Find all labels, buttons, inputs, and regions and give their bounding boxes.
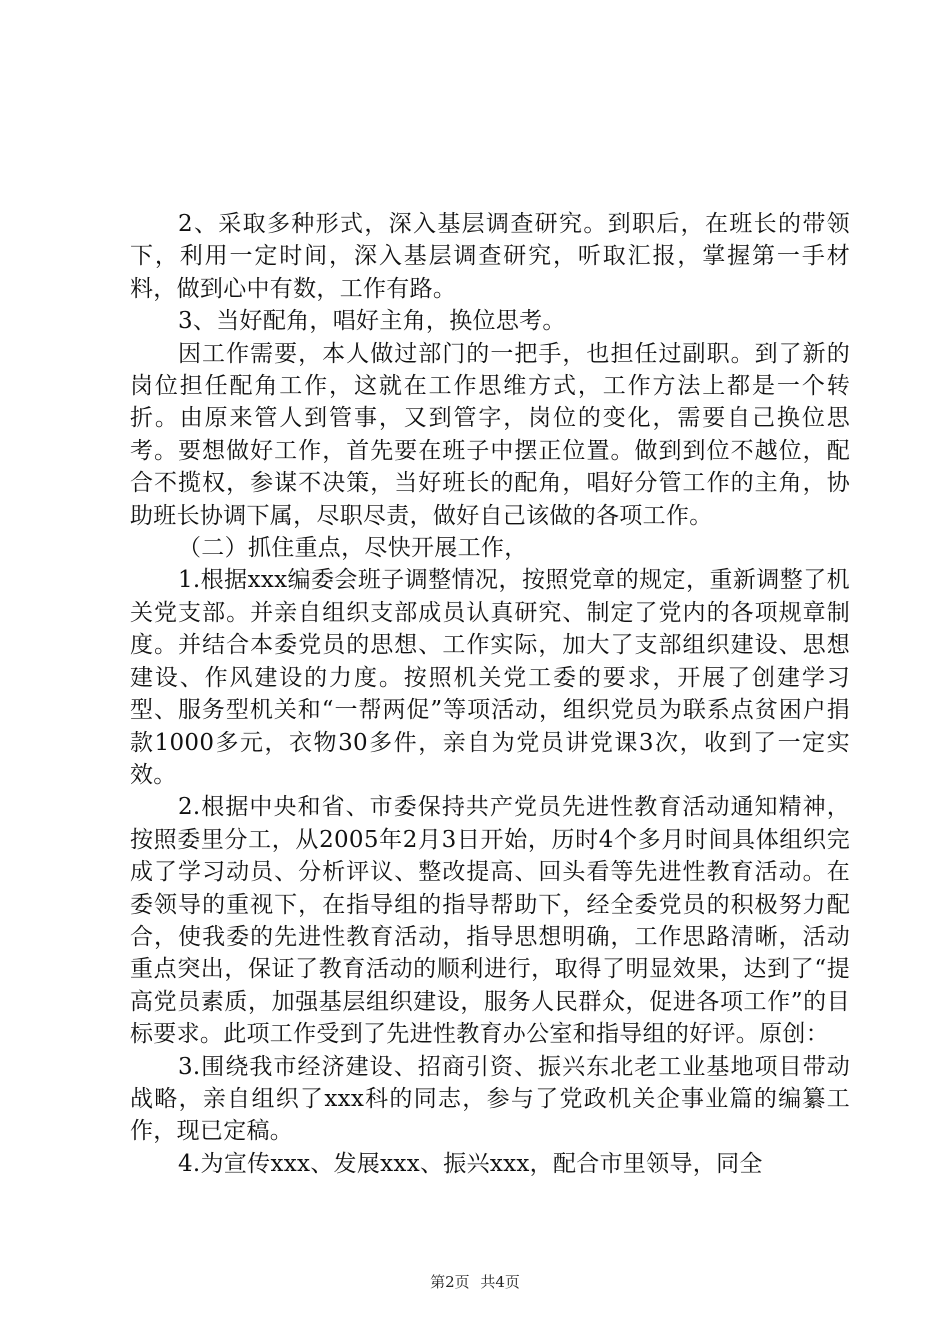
page-total: 共4页 — [480, 1273, 520, 1291]
paragraph-item-3: 3.围绕我市经济建设、招商引资、振兴东北老工业基地项目带动战略，亲自组织了xxx科的同志，参与了党政机关企事业篇的编纂工作，现已定稿。 — [130, 1053, 850, 1145]
section-heading-2: （二）抓住重点，尽快开展工作， — [178, 535, 528, 562]
paragraph-item-4: 4.为宣传xxx、发展xxx、振兴xxx，配合市里领导，同全 — [178, 1150, 763, 1177]
page-number: 第2页 — [430, 1273, 470, 1291]
document-body — [130, 208, 850, 1180]
paragraph-item-2: 2.根据中央和省、市委保持共产党员先进性教育活动通知精神，按照委里分工，从2005年2月3日开始，历时4个多月时间具体组织完成了学习动员、分析评议、整改提高、回头看等先进性教育活动。在委领导的重视下，在指导组的指导帮助下，经全委党员的积极努力配合，使我委的先进性教育活动，指导思想明确，工作思路清晰，活动重点突出，保证了教育活动的顺利进行，取得了明显效果，达到了“提高党员素质，加强基层组织建设，服务人民群众，促进各项工作”的目标要求。此项工作受到了先进性教育办公室和指导组的好评。原创： — [130, 794, 850, 1048]
page-footer — [0, 1272, 950, 1292]
paragraph-method-2: 2、采取多种形式，深入基层调查研究。到职后，在班长的带领下，利用一定时间，深入基层调查研究，听取汇报，掌握第一手材料，做到心中有数，工作有路。 — [130, 211, 850, 302]
paragraph-role-change: 因工作需要，本人做过部门的一把手，也担任过副职。到了新的岗位担任配角工作，这就在工作思维方式，工作方法上都是一个转折。由原来管人到管事，又到管字，岗位的变化，需要自己换位思考。要想做好工作，首先要在班子中摆正位置。做到到位不越位，配合不揽权，参谋不决策，当好班长的配角，唱好分管工作的主角，协助班长协调下属，尽职尽责，做好自己该做的各项工作。 — [130, 340, 850, 529]
paragraph-method-3-heading: 3、当好配角，唱好主角，换位思考。 — [178, 308, 566, 335]
paragraph-item-1: 1.根据xxx编委会班子调整情况，按照党章的规定，重新调整了机关党支部。并亲自组织支部成员认真研究、制定了党内的各项规章制度。并结合本委党员的思想、工作实际，加大了支部组织建设、思想建设、作风建设的力度。按照机关党工委的要求，开展了创建学习型、服务型机关和“一帮两促”等项活动，组织党员为联系点贫困户捐款1000多元，衣物30多件，亲自为党员讲党课3次，收到了一定实效。 — [130, 567, 850, 788]
